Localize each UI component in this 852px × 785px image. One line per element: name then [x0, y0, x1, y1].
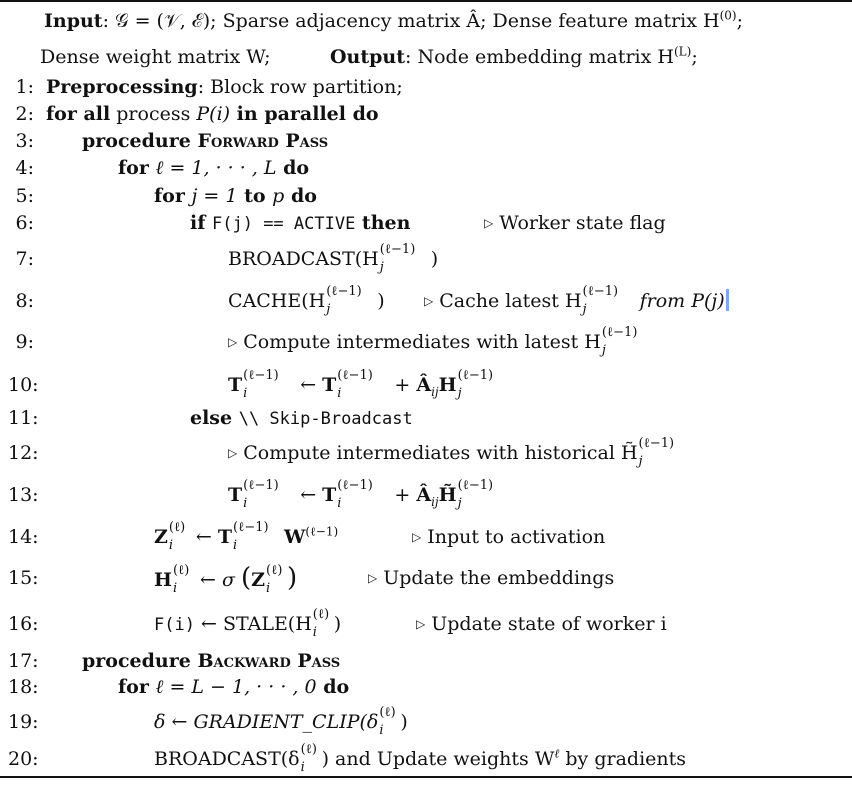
algo-line-12 — [0, 436, 852, 470]
line-text: : Block row partition; — [197, 76, 403, 98]
keyword: Preprocessing — [46, 76, 198, 98]
subscript: ij — [431, 384, 439, 399]
comment-triangle-icon: ▷ — [412, 530, 422, 544]
line-number: 18: — [8, 676, 39, 698]
line-number: 8: — [15, 290, 34, 312]
superscript: (ℓ−1) — [457, 368, 494, 383]
input-line — [0, 4, 852, 38]
keyword: to — [237, 185, 273, 207]
superscript: (ℓ) — [379, 705, 396, 720]
superscript: (ℓ−1) — [305, 524, 339, 539]
line-number: 16: — [8, 613, 39, 635]
comment-triangle-icon: ▷ — [228, 335, 238, 349]
subscript: j — [582, 302, 587, 317]
variable: P(i) — [196, 103, 231, 125]
comment-text: Cache latest H — [439, 290, 582, 312]
subscript: j — [601, 343, 606, 358]
subscript: j — [326, 302, 331, 317]
comment-triangle-icon: ▷ — [228, 446, 238, 460]
line-end: ) — [333, 613, 342, 635]
output-end: ; — [691, 46, 698, 68]
superscript: (ℓ−1) — [337, 368, 373, 383]
comment-triangle-icon: ▷ — [484, 216, 494, 230]
superscript: (ℓ−1) — [337, 478, 373, 493]
line-text: p — [272, 185, 285, 207]
subscript: i — [337, 496, 342, 511]
line-number: 14: — [8, 526, 39, 548]
keyword: for all — [46, 103, 111, 125]
algo-line-9 — [0, 325, 852, 359]
eq-T: T — [228, 374, 243, 396]
eq-arrow: ← — [300, 374, 317, 396]
line-end: ) — [400, 711, 408, 733]
superscript: (ℓ−1) — [326, 284, 362, 299]
input-label: Input — [44, 10, 103, 32]
comment-text: Update state of worker i — [431, 613, 667, 635]
keyword: then — [355, 212, 411, 234]
input-sup: (0) — [719, 8, 737, 23]
superscript: (ℓ) — [266, 563, 283, 578]
comment-triangle-icon: ▷ — [424, 294, 434, 308]
comment-text: Input to activation — [427, 526, 606, 548]
keyword: do — [284, 185, 317, 207]
line-text: by gradients — [559, 748, 687, 770]
line-number: 7: — [15, 248, 34, 270]
algo-line-7 — [0, 242, 852, 276]
superscript: (ℓ) — [168, 520, 186, 535]
line-end: ) and Update weights W — [321, 748, 555, 770]
superscript: (ℓ−1) — [582, 284, 619, 299]
line-text: CACHE(H — [228, 290, 326, 312]
superscript: (ℓ−1) — [457, 478, 494, 493]
procedure-name: Backward Pass — [197, 650, 341, 672]
code-text: \\ Skip-Broadcast — [238, 409, 413, 429]
line-number: 12: — [8, 442, 39, 464]
output-sup: (L) — [673, 44, 692, 59]
procedure-name: Forward Pass — [197, 130, 329, 152]
line-number: 13: — [8, 484, 39, 506]
input-text: : 𝒢 = (𝒱, ℰ); Sparse adjacency matrix Â; Dense feature matrix H — [102, 10, 720, 32]
line-text: ℓ = 1, · · · , L — [155, 157, 277, 179]
line-number: 10: — [8, 374, 39, 396]
eq-plus: + — [394, 374, 411, 396]
keyword: procedure — [82, 130, 198, 152]
subscript: j — [638, 454, 643, 469]
keyword: procedure — [82, 650, 198, 672]
superscript: (ℓ) — [172, 563, 190, 578]
line-text: process — [110, 103, 197, 125]
line-text: BROADCAST(H — [228, 248, 379, 270]
line-number: 11: — [8, 407, 39, 429]
comment-text: Worker state flag — [499, 212, 666, 234]
algo-line-13: 13: T (ℓ−1) i ← T (ℓ−1) i + $Â_{ij}H̃$ (ℓ−1) j — [0, 478, 852, 512]
output-line — [0, 40, 852, 74]
code-text: F(i) — [154, 615, 195, 635]
code-text: F(j) == ACTIVE — [212, 214, 356, 234]
keyword: for — [154, 185, 192, 207]
eq-A: Â — [416, 374, 432, 396]
subscript: i — [243, 386, 248, 401]
keyword: in parallel do — [230, 103, 379, 125]
top-rule — [0, 0, 852, 2]
line-number: 15: — [8, 567, 39, 589]
line-text: j = 1 — [191, 185, 238, 207]
text-cursor — [726, 289, 729, 311]
comment-text: Compute intermediates with historical H̃ — [243, 442, 638, 464]
algo-line-6 — [0, 206, 852, 240]
algo-line-14: 14: Z (ℓ) i ← T (ℓ−1) i $W^{(\ell-1)}$ ▷ Input to activation — [0, 520, 852, 554]
eq-T: T — [322, 374, 337, 396]
algo-line-10 — [0, 368, 852, 402]
algo-line-15: 15: H (ℓ) i ← σ (Z (ℓ) i ) ▷ Update the embeddings — [0, 561, 852, 595]
superscript: (ℓ−1) — [379, 242, 416, 257]
superscript: (ℓ) — [312, 607, 330, 622]
line-number: 9: — [15, 331, 34, 353]
line-number: 20: — [8, 748, 39, 770]
keyword: for — [118, 157, 156, 179]
algo-line-20: 20: BROADCAST(δ (ℓ) i ) and Update weights $W^\ell$ by gradients — [0, 742, 852, 776]
subscript: j — [457, 386, 462, 401]
superscript: ℓ — [554, 746, 560, 761]
bottom-rule — [0, 776, 852, 778]
line-number: 5: — [15, 185, 34, 207]
algo-line-19: 19: δ ← GRADIENT_CLIP(δ (ℓ) i ) — [0, 705, 852, 739]
subscript: i — [243, 496, 248, 511]
superscript: (ℓ−1) — [601, 325, 638, 340]
superscript: (ℓ) — [300, 742, 317, 757]
eq-H: H — [438, 374, 457, 396]
line-text: δ ← GRADIENT_CLIP(δ — [154, 711, 379, 733]
algo-line-18 — [0, 670, 852, 704]
superscript: (ℓ−1) — [243, 478, 279, 493]
weight-text: Dense weight matrix W; — [40, 46, 271, 68]
line-number: 17: — [8, 650, 39, 672]
algo-line-11 — [0, 401, 852, 435]
line-text: BROADCAST(δ — [154, 748, 300, 770]
line-end: ) — [377, 290, 385, 312]
output-label: Output — [330, 46, 406, 68]
comment-triangle-icon: ▷ — [368, 571, 378, 585]
line-text: ℓ = L − 1, · · · , 0 — [155, 676, 317, 698]
keyword: else — [190, 407, 239, 429]
superscript: (ℓ−1) — [638, 436, 675, 451]
comment-triangle-icon: ▷ — [416, 617, 426, 631]
line-number: 19: — [8, 711, 39, 733]
comment-text: Update the embeddings — [383, 567, 615, 589]
subscript: ij — [431, 494, 439, 509]
keyword: if — [190, 212, 213, 234]
comment-text: Compute intermediates with latest H — [243, 331, 601, 353]
comment-text: from P(j) — [633, 290, 725, 312]
line-number: 6: — [15, 212, 34, 234]
algo-line-8 — [0, 284, 852, 318]
input-end: ; — [736, 10, 743, 32]
line-number: 3: — [15, 130, 34, 152]
keyword: do — [276, 157, 310, 179]
algo-line-16: 16: F(i) ← STALE(H (ℓ) i ) ▷ Update state of worker i — [0, 607, 852, 641]
subscript: i — [337, 386, 342, 401]
subscript: j — [379, 260, 384, 275]
superscript: (ℓ−1) — [243, 368, 279, 383]
line-number: 1: — [15, 76, 34, 98]
line-number: 2: — [15, 103, 34, 125]
line-number: 4: — [15, 157, 34, 179]
output-text: : Node embedding matrix H — [405, 46, 674, 68]
line-end: ) — [430, 248, 439, 270]
superscript: (ℓ−1) — [233, 520, 269, 535]
line-text: ← STALE(H — [194, 613, 312, 635]
keyword: do — [316, 676, 350, 698]
keyword: for — [118, 676, 156, 698]
